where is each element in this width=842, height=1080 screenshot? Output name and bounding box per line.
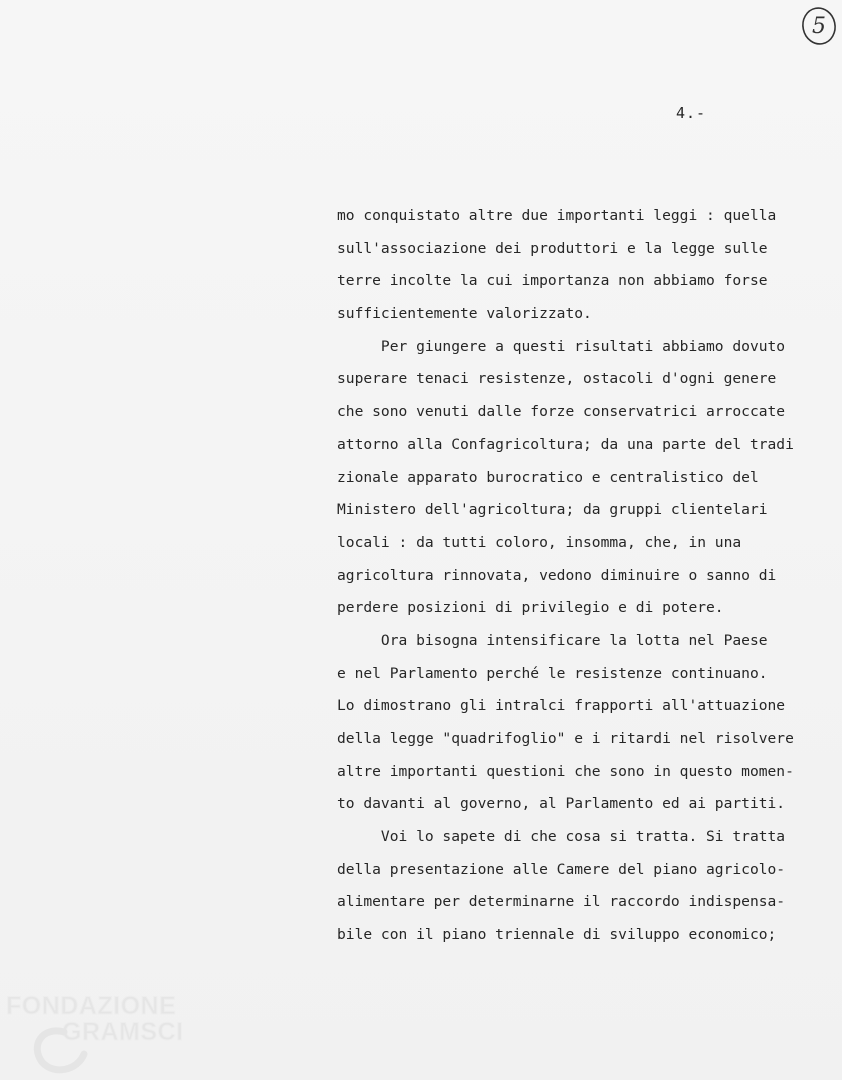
circled-number-stamp xyxy=(795,2,841,48)
text-line: della presentazione alle Camere del piano agricolo- xyxy=(337,860,786,878)
handwritten-page-stamp xyxy=(795,2,841,48)
text-line: e nel Parlamento perché le resistenze continuano. xyxy=(337,664,768,682)
watermark-line-1: FONDAZIONE xyxy=(6,992,177,1020)
text-line: superare tenaci resistenze, ostacoli d'ogni genere xyxy=(337,370,777,388)
text-line: agricoltura rinnovata, vedono diminuire o sanno di xyxy=(337,566,777,584)
text-line: Ministero dell'agricoltura; da gruppi clientelari xyxy=(337,501,768,519)
text-line: sull'associazione dei produttori e la legge sulle xyxy=(337,239,768,257)
text-line: zionale apparato burocratico e centralistico del xyxy=(337,468,759,486)
text-line: Voi lo sapete di che cosa si tratta. Si tratta xyxy=(337,828,786,846)
text-line: perdere posizioni di privilegio e di potere. xyxy=(337,599,724,617)
text-line: locali : da tutti coloro, insomma, che, in una xyxy=(337,533,742,551)
text-line: bile con il piano triennale di sviluppo economico; xyxy=(337,926,777,944)
text-line: mo conquistato altre due importanti leggi : quella xyxy=(337,207,777,224)
text-line: alimentare per determinarne il raccordo indispensa- xyxy=(337,893,786,911)
document-body xyxy=(337,200,842,952)
text-line: Lo dimostrano gli intralci frapporti all'attuazione xyxy=(337,697,786,715)
page-number: 4.- xyxy=(676,104,707,122)
text-line: attorno alla Confagricoltura; da una parte del tradi xyxy=(337,435,794,453)
fondazione-gramsci-watermark xyxy=(2,984,212,1076)
watermark-logo xyxy=(2,984,212,1076)
text-line: terre incolte la cui importanza non abbiamo forse xyxy=(337,272,768,290)
text-line: Ora bisogna intensificare la lotta nel Paese xyxy=(337,631,768,649)
stamp-number: 5 xyxy=(812,14,826,39)
watermark-line-2: GRAMSCI xyxy=(62,1018,184,1046)
text-line: che sono venuti dalle forze conservatrici arroccate xyxy=(337,403,786,421)
text-line: della legge "quadrifoglio" e i ritardi nel risolvere xyxy=(337,730,794,747)
text-line: Per giungere a questi risultati abbiamo dovuto xyxy=(337,337,786,355)
text-line: sufficientemente valorizzato. xyxy=(337,305,592,323)
text-line: to davanti al governo, al Parlamento ed ai partiti. xyxy=(337,795,786,813)
text-line: altre importanti questioni che sono in questo momen- xyxy=(337,762,794,780)
